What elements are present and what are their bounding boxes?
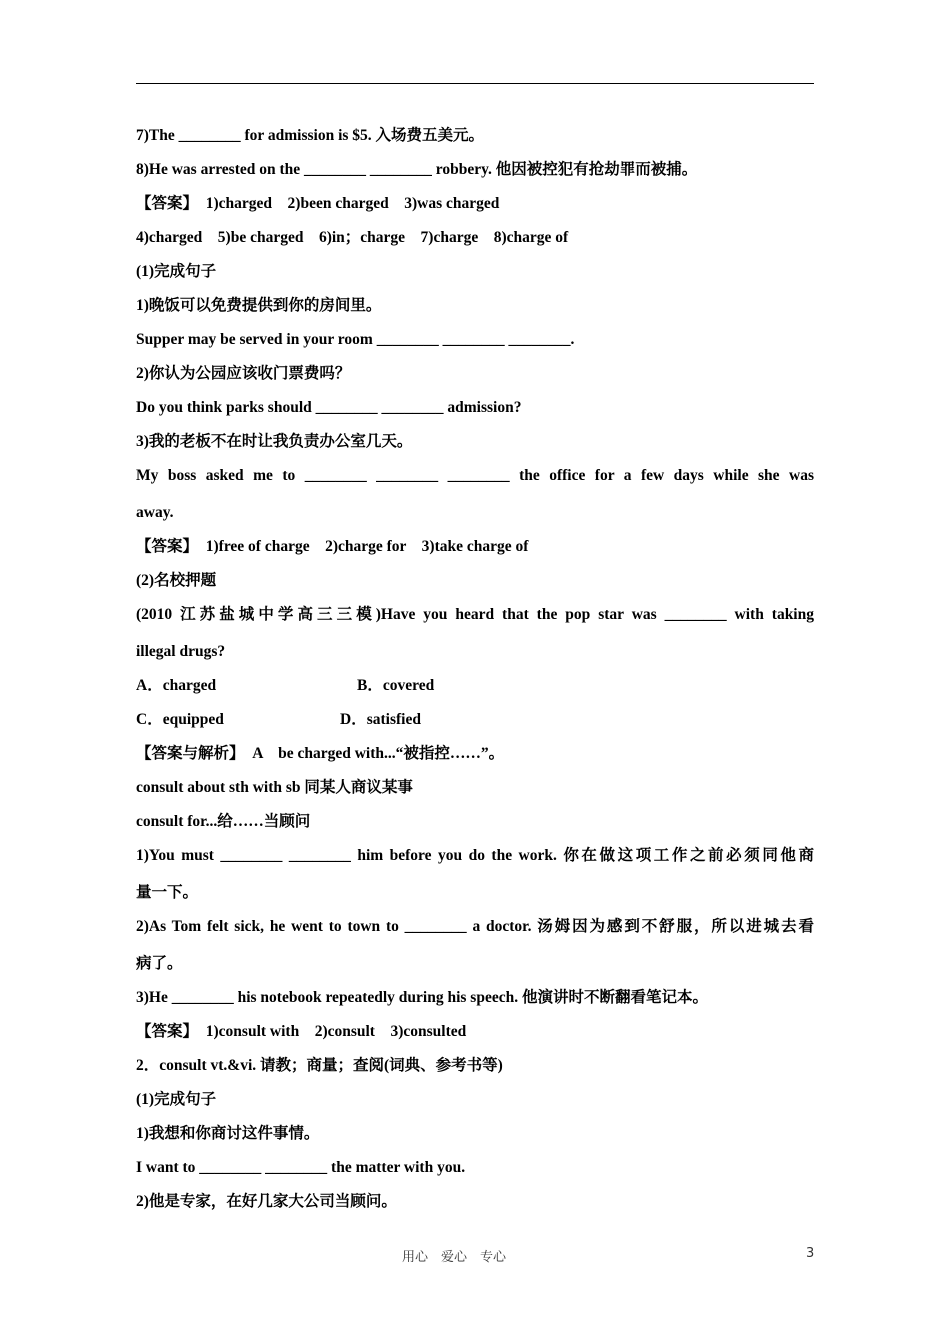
- text-line: Do you think parks should ________ ________ admission?: [136, 399, 522, 416]
- answer-line: 4)charged 5)be charged 6)in；charge 7)charge 8)charge of: [136, 229, 569, 246]
- option-b: B．covered: [357, 677, 435, 694]
- text-line: 8)He was arrested on the ________ ________ robbery. 他因被控犯有抢劫罪而被捕。: [136, 161, 698, 178]
- text-line: 1)我想和你商讨这件事情。: [136, 1125, 320, 1142]
- option-d: D．satisfied: [340, 711, 421, 728]
- text-line: 3)我的老板不在时让我负责办公室几天。: [136, 433, 413, 450]
- option-c: C．equipped: [136, 711, 224, 728]
- text-line: My boss asked me to ________ ________ ________ the office for a few days while she was: [136, 467, 814, 484]
- section-heading: (1)完成句子: [136, 263, 217, 280]
- question-line: illegal drugs?: [136, 643, 226, 660]
- text-line: consult for...给……当顾问: [136, 813, 311, 830]
- text-line: 3)He ________ his notebook repeatedly during his speech. 他演讲时不断翻看笔记本。: [136, 989, 708, 1006]
- text-line: 2)As Tom felt sick, he went to town to ________ a doctor. 汤姆因为感到不舒服，所以进城去看: [136, 918, 814, 935]
- header-rule: [136, 83, 814, 84]
- page-number: 3: [806, 1246, 815, 1261]
- section-heading: 2．consult vt.&vi. 请教；商量；查阅(词典、参考书等): [136, 1057, 503, 1074]
- document-body: [136, 119, 814, 1219]
- text-line: 1)晚饭可以免费提供到你的房间里。: [136, 297, 382, 314]
- answer-line: 【答案】 1)consult with 2)consult 3)consulted: [136, 1023, 467, 1040]
- text-line: away.: [136, 504, 174, 521]
- question-line: (2010 江苏盐城中学高三三模)Have you heard that the pop star was ________ with taking: [136, 606, 814, 623]
- answer-line: 【答案与解析】 A be charged with...“被指控……”。: [136, 745, 505, 762]
- text-line: 量一下。: [136, 884, 199, 901]
- text-line: consult about sth with sb 同某人商议某事: [136, 779, 413, 796]
- footer-motto: 用心 爱心 专心: [402, 1250, 507, 1265]
- answer-line: 【答案】 1)charged 2)been charged 3)was charged: [136, 195, 500, 212]
- text-line: 病了。: [136, 955, 183, 972]
- text-line: Supper may be served in your room ________ ________ ________.: [136, 331, 575, 348]
- section-heading: (2)名校押题: [136, 572, 217, 589]
- text-line: 2)他是专家，在好几家大公司当顾问。: [136, 1193, 397, 1210]
- answer-line: 【答案】 1)free of charge 2)charge for 3)take charge of: [136, 538, 529, 555]
- option-a: A．charged: [136, 677, 217, 694]
- section-heading: (1)完成句子: [136, 1091, 217, 1108]
- text-line: I want to ________ ________ the matter with you.: [136, 1159, 466, 1176]
- text-line: 7)The ________ for admission is $5. 入场费五美元。: [136, 127, 485, 144]
- options-row: [136, 703, 814, 737]
- text-line: 2)你认为公园应该收门票费吗？: [136, 365, 351, 382]
- text-line: 1)You must ________ ________ him before you do the work. 你在做这项工作之前必须同他商: [136, 847, 814, 864]
- options-row: [136, 669, 814, 703]
